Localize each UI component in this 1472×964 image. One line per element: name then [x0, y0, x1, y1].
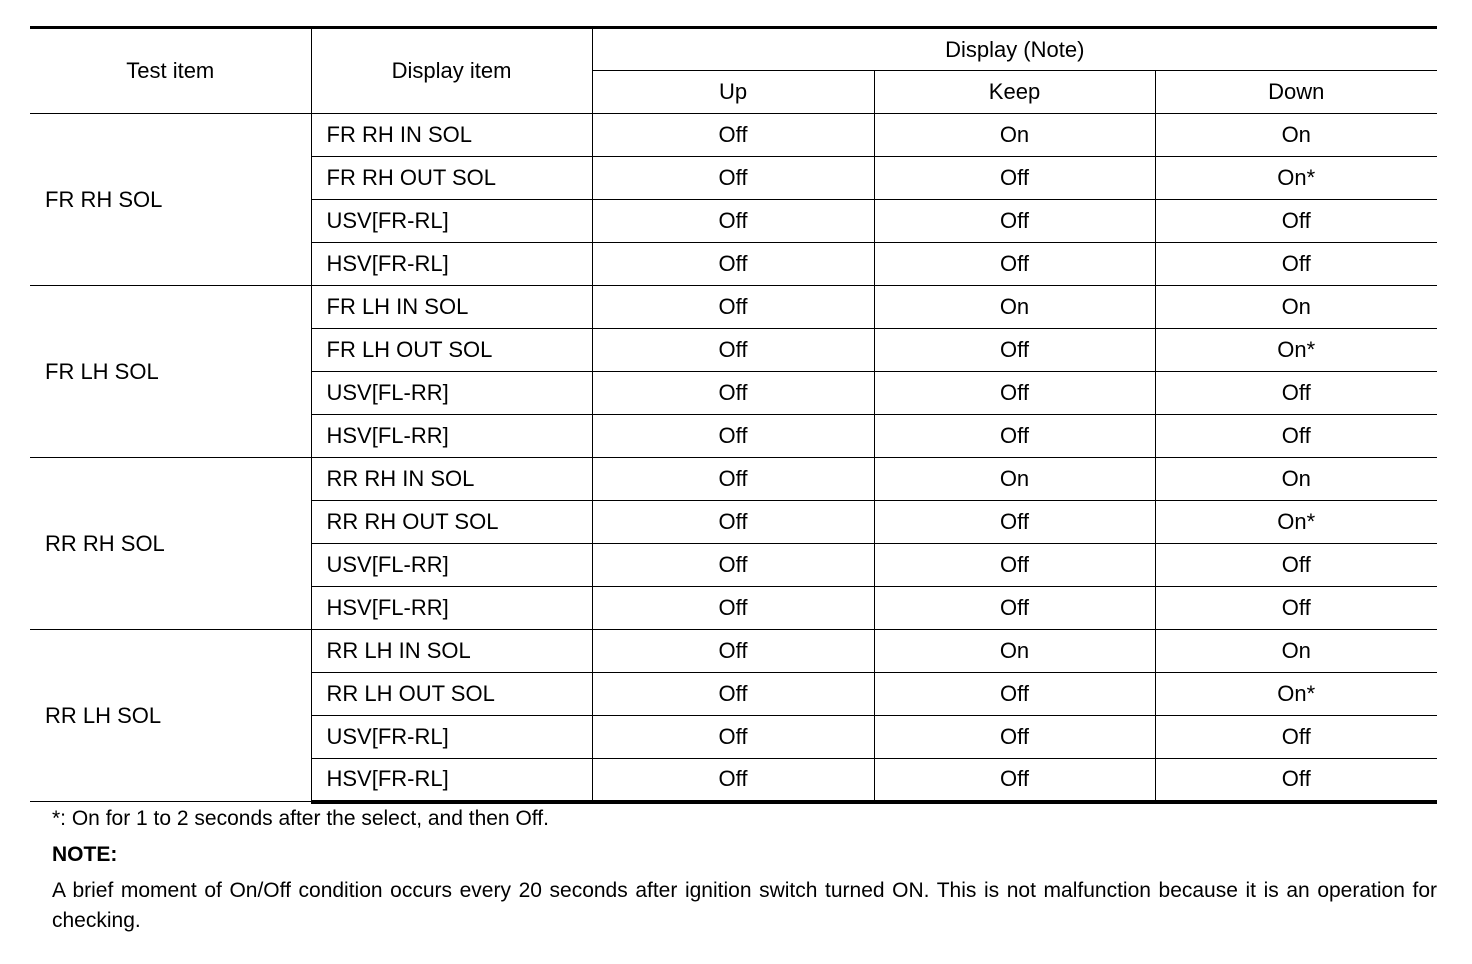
up-cell: Off [592, 114, 874, 157]
down-cell: Off [1155, 587, 1437, 630]
down-cell: On [1155, 286, 1437, 329]
header-display-item: Display item [311, 28, 592, 114]
table-header [30, 28, 1437, 114]
keep-cell: Off [874, 759, 1155, 802]
down-cell: On [1155, 630, 1437, 673]
keep-cell: Off [874, 329, 1155, 372]
down-cell: Off [1155, 415, 1437, 458]
display-item-cell: RR RH IN SOL [311, 458, 592, 501]
keep-cell: On [874, 114, 1155, 157]
display-item-cell: USV[FL-RR] [311, 544, 592, 587]
up-cell: Off [592, 415, 874, 458]
header-up: Up [592, 71, 874, 114]
note-title: NOTE: [52, 843, 118, 866]
down-cell: On* [1155, 673, 1437, 716]
display-item-cell: FR LH OUT SOL [311, 329, 592, 372]
header-down: Down [1155, 71, 1437, 114]
table-row [30, 458, 1437, 501]
keep-cell: Off [874, 716, 1155, 759]
header-display-note: Display (Note) [592, 28, 1437, 71]
up-cell: Off [592, 157, 874, 200]
up-cell: Off [592, 286, 874, 329]
keep-cell: Off [874, 200, 1155, 243]
keep-cell: Off [874, 587, 1155, 630]
display-item-cell: USV[FR-RL] [311, 200, 592, 243]
up-cell: Off [592, 587, 874, 630]
test-item-cell: RR LH SOL [30, 630, 311, 802]
display-item-cell: RR LH OUT SOL [311, 673, 592, 716]
keep-cell: On [874, 630, 1155, 673]
table-body [30, 114, 1437, 802]
header-keep: Keep [874, 71, 1155, 114]
up-cell: Off [592, 458, 874, 501]
header-test-item: Test item [30, 28, 311, 114]
table-row [30, 286, 1437, 329]
up-cell: Off [592, 544, 874, 587]
test-item-cell: FR RH SOL [30, 114, 311, 286]
keep-cell: On [874, 458, 1155, 501]
up-cell: Off [592, 630, 874, 673]
keep-cell: Off [874, 243, 1155, 286]
down-cell: On* [1155, 157, 1437, 200]
keep-cell: Off [874, 415, 1155, 458]
down-cell: Off [1155, 200, 1437, 243]
up-cell: Off [592, 501, 874, 544]
keep-cell: Off [874, 673, 1155, 716]
display-item-cell: HSV[FL-RR] [311, 587, 592, 630]
down-cell: Off [1155, 544, 1437, 587]
up-cell: Off [592, 329, 874, 372]
test-item-cell: RR RH SOL [30, 458, 311, 630]
up-cell: Off [592, 372, 874, 415]
keep-cell: Off [874, 501, 1155, 544]
display-item-cell: HSV[FR-RL] [311, 243, 592, 286]
active-test-table-container [30, 26, 1437, 804]
notes-section [52, 804, 1437, 936]
keep-cell: Off [874, 372, 1155, 415]
note-body: A brief moment of On/Off condition occurs every 20 seconds after ignition switch turned ON. This is not malfunction because it is an operation for checking. [52, 879, 1437, 932]
keep-cell: Off [874, 544, 1155, 587]
display-item-cell: USV[FL-RR] [311, 372, 592, 415]
down-cell: Off [1155, 759, 1437, 802]
footnote: *: On for 1 to 2 seconds after the select, and then Off. [52, 807, 549, 830]
display-item-cell: HSV[FL-RR] [311, 415, 592, 458]
table-row [30, 630, 1437, 673]
test-item-cell: FR LH SOL [30, 286, 311, 458]
display-item-cell: RR LH IN SOL [311, 630, 592, 673]
down-cell: Off [1155, 243, 1437, 286]
down-cell: Off [1155, 716, 1437, 759]
down-cell: On [1155, 458, 1437, 501]
active-test-table [30, 26, 1437, 804]
down-cell: Off [1155, 372, 1437, 415]
display-item-cell: USV[FR-RL] [311, 716, 592, 759]
up-cell: Off [592, 243, 874, 286]
display-item-cell: FR RH OUT SOL [311, 157, 592, 200]
up-cell: Off [592, 716, 874, 759]
keep-cell: On [874, 286, 1155, 329]
display-item-cell: HSV[FR-RL] [311, 759, 592, 802]
display-item-cell: RR RH OUT SOL [311, 501, 592, 544]
down-cell: On* [1155, 329, 1437, 372]
down-cell: On [1155, 114, 1437, 157]
table-row [30, 114, 1437, 157]
up-cell: Off [592, 673, 874, 716]
up-cell: Off [592, 200, 874, 243]
display-item-cell: FR LH IN SOL [311, 286, 592, 329]
up-cell: Off [592, 759, 874, 802]
display-item-cell: FR RH IN SOL [311, 114, 592, 157]
keep-cell: Off [874, 157, 1155, 200]
down-cell: On* [1155, 501, 1437, 544]
